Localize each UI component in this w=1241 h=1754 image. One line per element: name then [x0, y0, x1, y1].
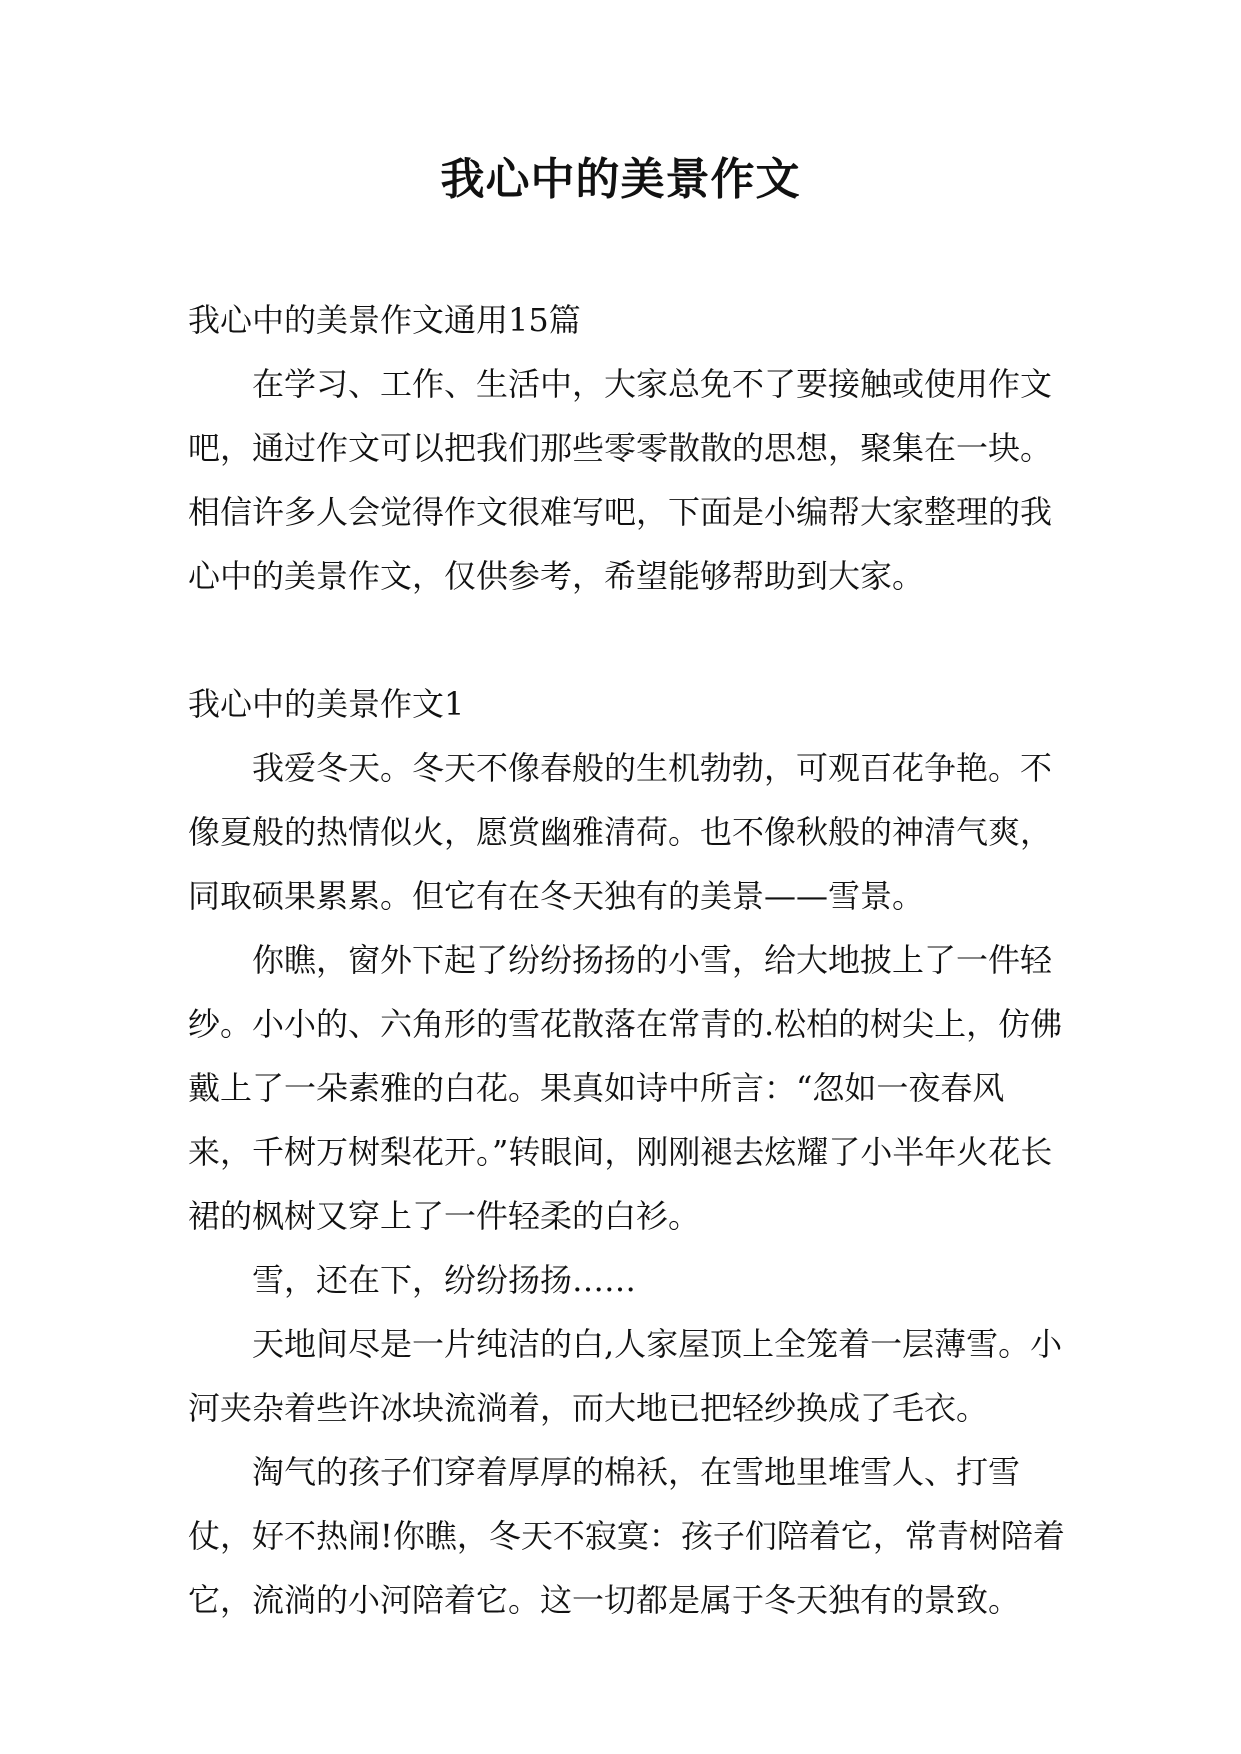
essay-paragraph: 雪，还在下，纷纷扬扬…… [252, 1261, 637, 1299]
essay-paragraph: 淘气的孩子们穿着厚厚的棉袄，在雪地里堆雪人、打雪仗，好不热闹!你瞧，冬天不寂寞：孩子们陪着它，常青树陪着它，流淌的小河陪着它。这一切都是属于冬天独有的景致。 [188, 1453, 1065, 1619]
essay-heading: 我心中的美景作文1 [188, 685, 465, 723]
essay-paragraph: 天地间尽是一片纯洁的白,人家屋顶上全笼着一层薄雪。小河夹杂着些许冰块流淌着，而大地已把轻纱换成了毛衣。 [188, 1325, 1063, 1427]
essay-paragraph: 你瞧，窗外下起了纷纷扬扬的小雪，给大地披上了一件轻纱。小小的、六角形的雪花散落在常青的.松柏的树尖上，仿佛戴上了一朵素雅的白花。果真如诗中所言：“忽如一夜春风来，千树万树梨花开。”转眼间，刚刚褪去炫耀了小半年火花长裙的枫树又穿上了一件轻柔的白衫。 [188, 941, 1063, 1235]
section-spacer [188, 608, 1068, 672]
document-title: 我心中的美景作文 [440, 154, 801, 205]
document-body [188, 288, 1068, 1632]
essay-paragraph: 我爱冬天。冬天不像春般的生机勃勃，可观百花争艳。不像夏般的热情似火，愿赏幽雅清荷。也不像秋般的神清气爽，同取硕果累累。但它有在冬天独有的美景——雪景。 [188, 749, 1053, 915]
intro-heading: 我心中的美景作文通用15篇 [188, 301, 581, 339]
intro-paragraph: 在学习、工作、生活中，大家总免不了要接触或使用作文吧，通过作文可以把我们那些零零散散的思想，聚集在一块。相信许多人会觉得作文很难写吧，下面是小编帮大家整理的我心中的美景作文，仅供参考，希望能够帮助到大家。 [188, 365, 1053, 595]
